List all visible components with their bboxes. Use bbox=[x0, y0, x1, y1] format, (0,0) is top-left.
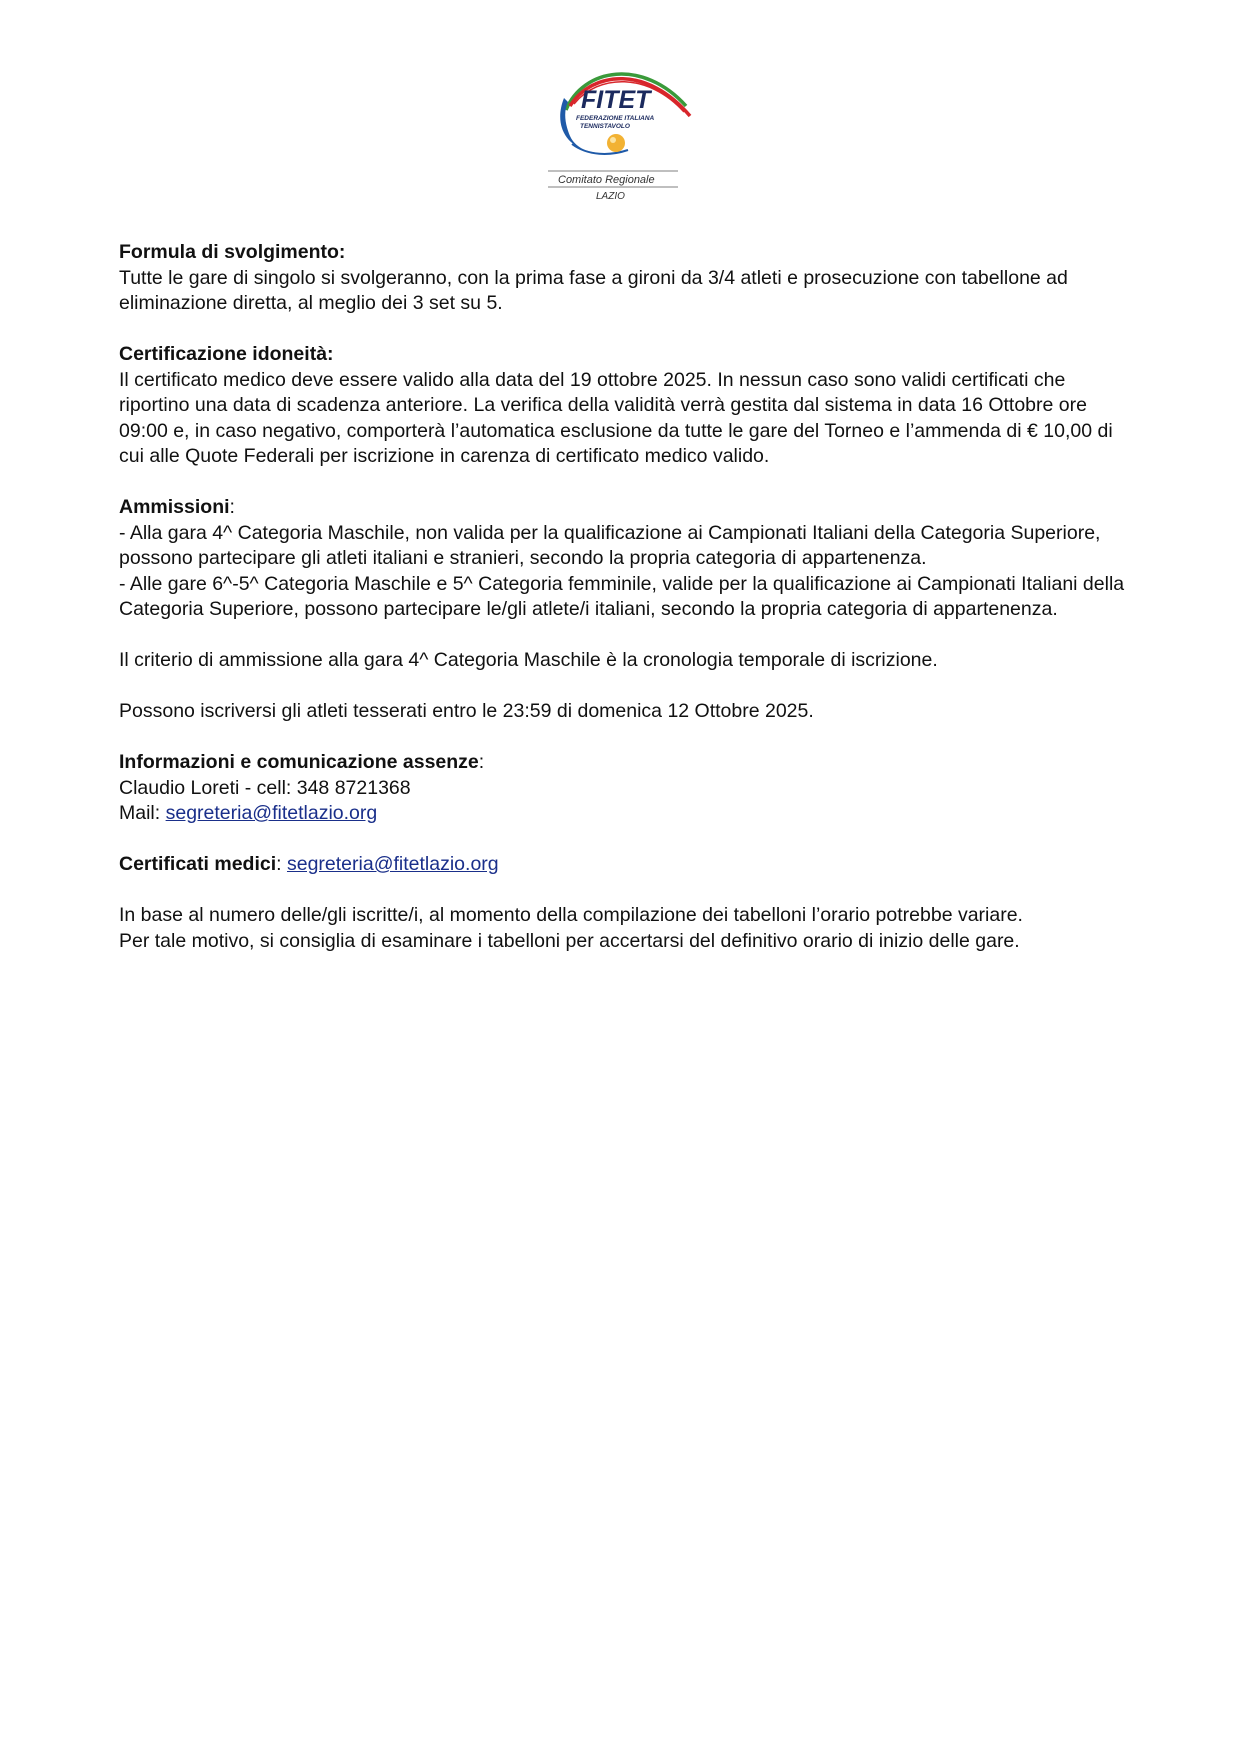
iscrizione-text: Possono iscriversi gli atleti tesserati entro le 23:59 di domenica 12 Ottobre 2025. bbox=[119, 700, 814, 722]
ammissioni-item-1: - Alla gara 4^ Categoria Maschile, non valida per la qualificazione ai Campionati Italiani della Categoria Superiore, possono partecipare gli atleti italiani e stranieri, secondo la propria categoria di appartenenza. bbox=[119, 521, 1101, 569]
informazioni-section bbox=[119, 750, 1129, 827]
brand-text: FITET bbox=[581, 86, 651, 114]
formula-section bbox=[119, 240, 1129, 317]
document-body bbox=[119, 240, 1129, 980]
certificati-heading: Certificati medici bbox=[119, 853, 277, 875]
ammissioni-heading-colon: : bbox=[229, 496, 235, 518]
note-section bbox=[119, 903, 1129, 954]
info-email-link[interactable]: segreteria@fitetlazio.org bbox=[165, 802, 378, 824]
fitet-logo-graphic bbox=[548, 58, 698, 208]
fitet-lazio-logo bbox=[548, 58, 698, 208]
region-text: LAZIO bbox=[596, 191, 625, 202]
committee-text: Comitato Regionale bbox=[558, 174, 655, 186]
formula-heading: Formula di svolgimento: bbox=[119, 241, 346, 263]
mail-line bbox=[119, 801, 1129, 827]
federation-line-2: TENNISTAVOLO bbox=[580, 123, 630, 130]
formula-text: Tutte le gare di singolo si svolgeranno, con la prima fase a gironi da 3/4 atleti e prosecuzione con tabellone ad eliminazione diretta, al meglio dei 3 set su 5. bbox=[119, 266, 1068, 314]
iscrizione-section bbox=[119, 699, 1129, 725]
ammissioni-section bbox=[119, 495, 1129, 623]
certificazione-text: Il certificato medico deve essere valido alla data del 19 ottobre 2025. In nessun caso sono validi certificati che riportino una data di scadenza anteriore. La verifica della validità verrà gestita dal sistema in data 16 Ottobre ore 09:00 e, in caso negativo, comporterà l’automatica esclusione da tutte le gare del Torneo e l’ammenda di € 10,00 di cui alle Quote Federali per iscrizione in carenza di certificato medico valido. bbox=[119, 368, 1113, 467]
criterio-section bbox=[119, 648, 1129, 674]
certificati-email-link[interactable]: segreteria@fitetlazio.org bbox=[286, 853, 499, 875]
ammissioni-heading: Ammissioni bbox=[119, 496, 230, 518]
criterio-text: Il criterio di ammissione alla gara 4^ Categoria Maschile è la cronologia temporale di iscrizione. bbox=[119, 649, 938, 671]
contact-text: Claudio Loreti - cell: 348 8721368 bbox=[119, 776, 411, 799]
ammissioni-item-2: - Alle gare 6^-5^ Categoria Maschile e 5^ Categoria femminile, valide per la qualificazione ai Campionati Italiani della Categoria Superiore, possono partecipare le/gli atlete/i italiani, secondo la propria categoria di appartenenza. bbox=[119, 572, 1125, 620]
informazioni-heading: Informazioni e comunicazione assenze bbox=[119, 751, 479, 773]
federation-line-1: FEDERAZIONE ITALIANA bbox=[576, 115, 655, 122]
ammissioni-heading-line bbox=[119, 495, 1129, 521]
certificazione-heading: Certificazione idoneità: bbox=[119, 343, 334, 365]
note-line-2: Per tale motivo, si consiglia di esaminare i tabelloni per accertarsi del definitivo orario di inizio delle gare. bbox=[119, 929, 1020, 952]
ball-highlight bbox=[610, 137, 616, 143]
certificati-section bbox=[119, 852, 1129, 878]
mail-label: Mail: bbox=[119, 802, 166, 824]
informazioni-heading-line bbox=[119, 750, 1129, 776]
certificati-heading-colon: : bbox=[276, 853, 287, 875]
ball-icon bbox=[607, 134, 625, 152]
informazioni-heading-colon: : bbox=[478, 751, 485, 773]
note-line-1: In base al numero delle/gli iscritte/i, al momento della compilazione dei tabelloni l’orario potrebbe variare. bbox=[119, 904, 1023, 926]
certificati-line bbox=[119, 852, 1129, 878]
certificazione-section bbox=[119, 342, 1129, 470]
